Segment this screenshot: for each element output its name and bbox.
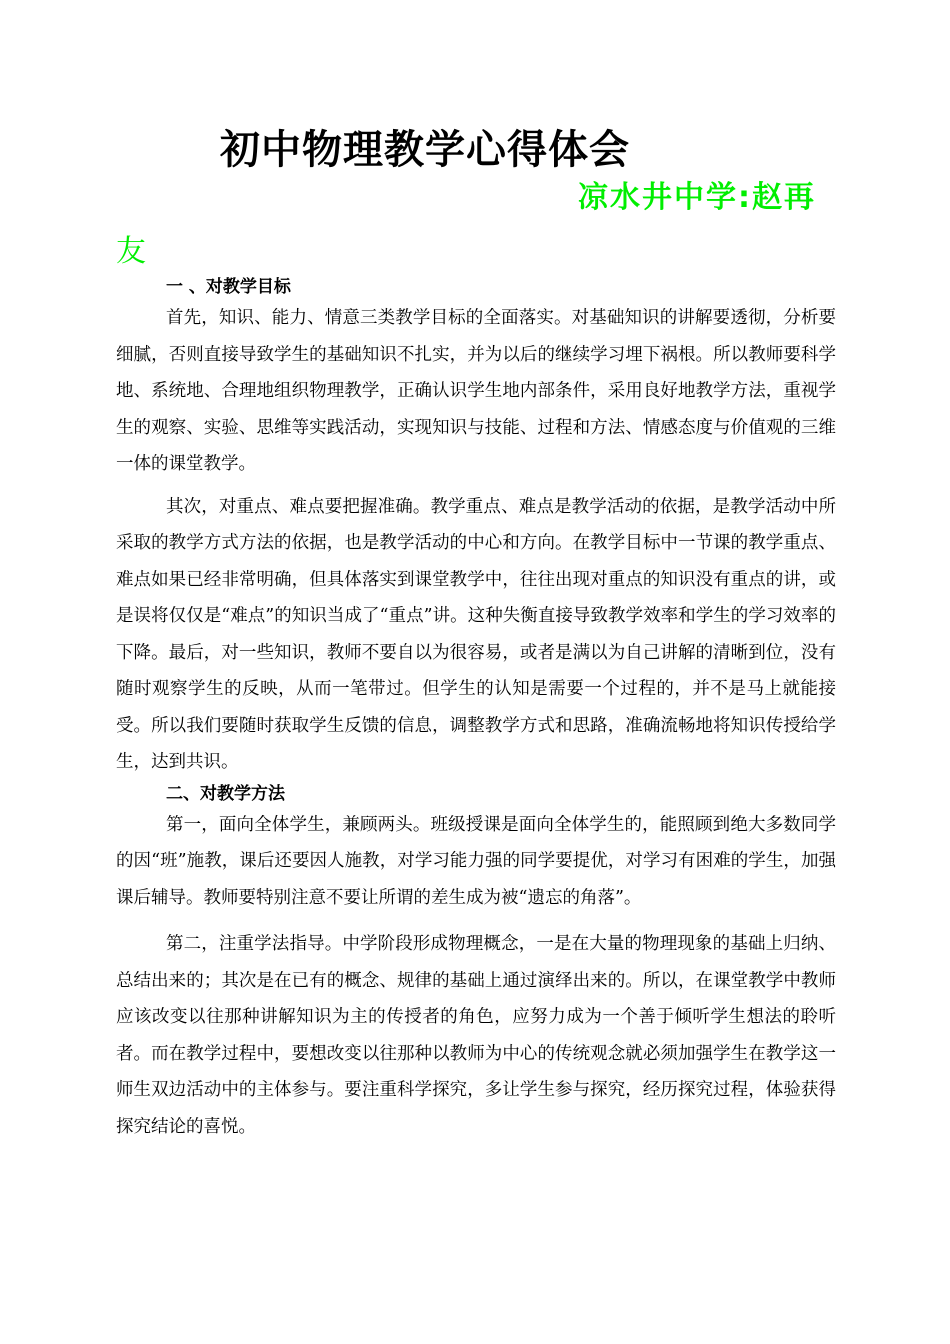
- paragraph: 其次，对重点、难点要把握准确。教学重点、难点是教学活动的依据，是教学活动中所采取的教学方式方法的依据，也是教学活动的中心和方向。在教学目标中一节课的教学重点、难点如果已经非常明确，但具体落实到课堂教学中，往往出现对重点的知识没有重点的讲，或是误将仅仅是“难点”的知识当成了“重点”讲。这种失衡直接导致教学效率和学生的学习效率的下降。最后，对一些知识，教师不要自以为很容易，或者是满以为自己讲解的清晰到位，没有随时观察学生的反映，从而一笔带过。但学生的认知是需要一个过程的，并不是马上就能接受。所以我们要随时获取学生反馈的信息，调整教学方式和思路，准确流畅地将知识传授给学生，达到共识。: [116, 496, 836, 772]
- document-title: 初中物理教学心得体会: [220, 127, 630, 173]
- paragraph: 第二，注重学法指导。中学阶段形成物理概念，一是在大量的物理现象的基础上归纳、总结出来的；其次是在已有的概念、规律的基础上通过演绎出来的。所以，在课堂教学中教师应该改变以往那种讲解知识为主的传授者的角色，应努力成为一个善于倾听学生想法的聆听者。而在教学过程中，要想改变以往那种以教师为中心的传统观念就必须加强学生在教学这一师生双边活动中的主体参与。要注重科学探究，多让学生参与探究，经历探究过程，体验获得探究结论的喜悦。: [116, 934, 836, 1137]
- author-line: 凉水井中学:赵再: [578, 180, 816, 215]
- paragraph: 第一，面向全体学生，兼顾两头。班级授课是面向全体学生的，能照顾到绝大多数同学的因“班”施教，课后还要因人施教，对学习能力强的同学要提优，对学习有困难的学生，加强课后辅导。教师要特别注意不要让所谓的差生成为被“遗忘的角落”。: [116, 814, 836, 908]
- section-heading-teaching-methods: 二、对教学方法: [166, 783, 285, 804]
- document-body: [116, 274, 836, 1145]
- section-heading-teaching-goals: 一 、对教学目标: [166, 277, 291, 297]
- paragraph: 首先，知识、能力、情意三类教学目标的全面落实。对基础知识的讲解要透彻，分析要细腻，否则直接导致学生的基础知识不扎实，并为以后的继续学习埋下祸根。所以教师要科学地、系统地、合理地组织物理教学，正确认识学生地内部条件，采用良好地教学方法，重视学生的观察、实验、思维等实践活动，实现知识与技能、过程和方法、情感态度与价值观的三维一体的课堂教学。: [116, 308, 836, 474]
- author-line-continued: 友: [116, 234, 146, 269]
